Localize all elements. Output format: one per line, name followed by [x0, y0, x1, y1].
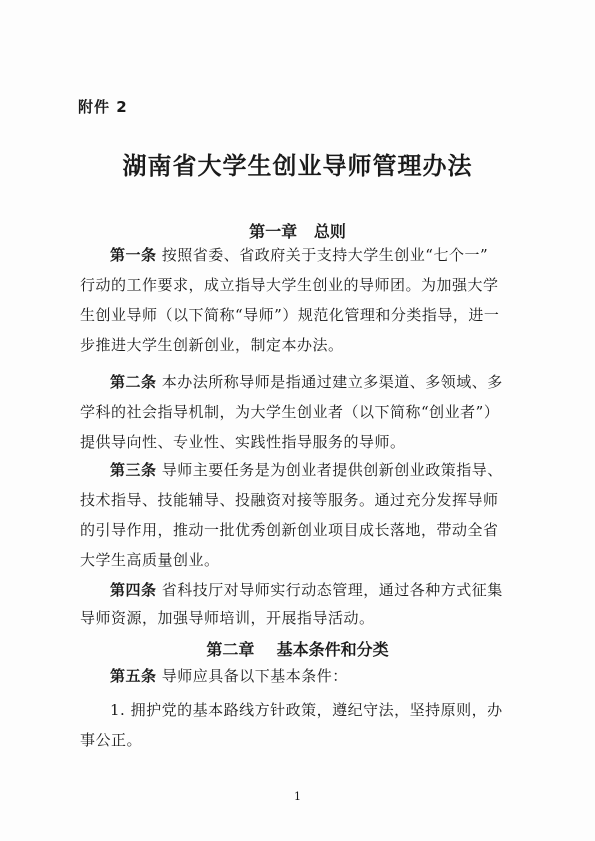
article-1-line-1: 第一条 按照省委、省政府关于支持大学生创业“七个一”: [110, 246, 489, 264]
article-2-label: 第二条: [110, 373, 157, 391]
article-2-line-3: 提供导向性、专业性、实践性指导服务的导师。: [80, 433, 406, 451]
chapter-1-heading: 第一章 总则: [249, 222, 346, 241]
article-4-label: 第四条: [110, 581, 157, 599]
article-3-line-4: 大学生高质量创业。: [80, 551, 220, 569]
article-1-line-4: 步推进大学生创新创业，制定本办法。: [80, 336, 344, 354]
article-3-line-1: 第三条 导师主要任务是为创业者提供创新创业政策指导、: [110, 461, 503, 479]
article-3-line-3: 的引导作用，推动一批优秀创新创业项目成长落地，带动全省: [80, 521, 499, 539]
article-5-line-1: 第五条 导师应具备以下基本条件：: [110, 667, 348, 685]
article-2-line-2: 学科的社会指导机制，为大学生创业者（以下简称“创业者”）: [80, 403, 500, 421]
article-2-line-1: 第二条 本办法所称导师是指通过建立多渠道、多领域、多: [110, 373, 503, 391]
attachment-label: 附件 2: [78, 98, 128, 116]
article-3-label: 第三条: [110, 461, 157, 479]
article-3-line-2: 技术指导、技能辅导、投融资对接等服务。通过充分发挥导师: [80, 491, 499, 509]
item-1-line-2: 事公正。: [80, 731, 143, 749]
page-number: 1: [294, 790, 301, 803]
article-1-line-3: 生创业导师（以下简称“导师”）规范化管理和分类指导，进一: [80, 306, 500, 324]
article-1-label: 第一条: [110, 246, 157, 264]
article-1-line-2: 行动的工作要求，成立指导大学生创业的导师团。为加强大学: [80, 276, 499, 294]
article-5-label: 第五条: [110, 667, 157, 685]
article-4-line-1: 第四条 省科技厅对导师实行动态管理，通过各种方式征集: [110, 581, 503, 599]
document-title: 湖南省大学生创业导师管理办法: [122, 151, 473, 180]
chapter-2-heading: 第二章 基本条件和分类: [206, 640, 389, 659]
article-4-line-2: 导师资源，加强导师培训，开展指导活动。: [80, 609, 375, 627]
item-1-line-1: 1. 拥护党的基本路线方针政策，遵纪守法，坚持原则，办: [110, 701, 503, 719]
